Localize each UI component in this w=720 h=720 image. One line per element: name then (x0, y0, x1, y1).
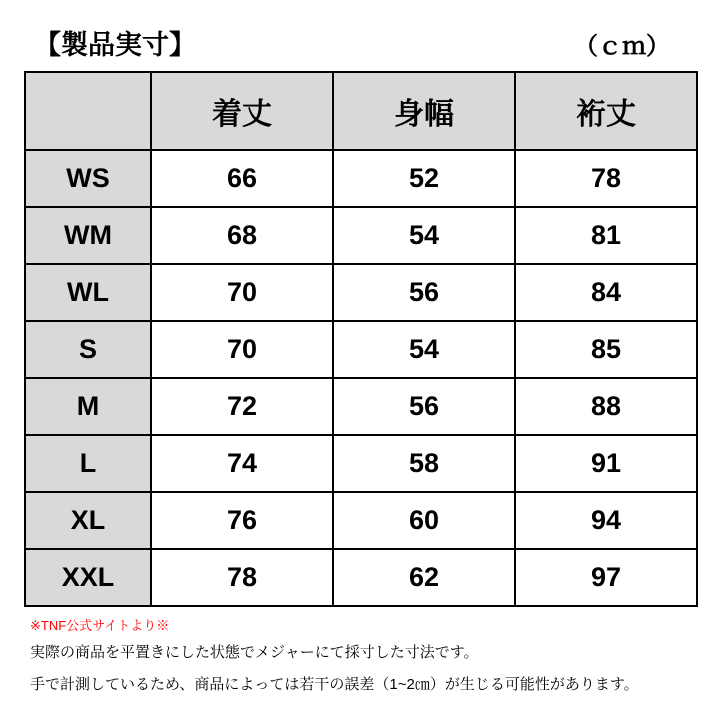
cell-kitake: 66 (151, 150, 333, 207)
cell-kitake: 78 (151, 549, 333, 606)
cell-mihaba: 62 (333, 549, 515, 606)
table-row (25, 435, 697, 492)
row-size-label: L (25, 435, 151, 492)
row-size-label: WL (25, 264, 151, 321)
table-row (25, 549, 697, 606)
cell-yukitake: 78 (515, 150, 697, 207)
cell-yukitake: 88 (515, 378, 697, 435)
cell-mihaba: 58 (333, 435, 515, 492)
row-size-label: M (25, 378, 151, 435)
table-body (25, 150, 697, 606)
cell-yukitake: 81 (515, 207, 697, 264)
column-header-yukitake: 裄丈 (515, 72, 697, 150)
cell-kitake: 72 (151, 378, 333, 435)
page-title: 【製品実寸】 (34, 30, 196, 61)
row-size-label: WS (25, 150, 151, 207)
size-measurement-table (24, 71, 698, 607)
row-size-label: S (25, 321, 151, 378)
cell-mihaba: 60 (333, 492, 515, 549)
table-row (25, 492, 697, 549)
table-header (25, 72, 697, 150)
table-row (25, 264, 697, 321)
table-row (25, 378, 697, 435)
row-size-label: XL (25, 492, 151, 549)
cell-mihaba: 56 (333, 378, 515, 435)
table-row (25, 321, 697, 378)
cell-yukitake: 91 (515, 435, 697, 492)
cell-yukitake: 97 (515, 549, 697, 606)
notes-section (24, 616, 696, 696)
table-row (25, 150, 697, 207)
note-measurement: 実際の商品を平置きにした状態でメジャーにて採寸した寸法です。 (30, 643, 479, 661)
column-header-mihaba: 身幅 (333, 72, 515, 150)
cell-kitake: 70 (151, 321, 333, 378)
cell-mihaba: 52 (333, 150, 515, 207)
row-size-label: WM (25, 207, 151, 264)
cell-mihaba: 54 (333, 207, 515, 264)
cell-kitake: 70 (151, 264, 333, 321)
cell-mihaba: 56 (333, 264, 515, 321)
cell-kitake: 76 (151, 492, 333, 549)
header (24, 26, 696, 61)
note-tolerance: 手で計測しているため、商品によっては若干の誤差（1~2㎝）が生じる可能性があります。 (30, 675, 639, 693)
cell-kitake: 74 (151, 435, 333, 492)
table-corner-cell (25, 72, 151, 150)
unit-label: （ｃｍ） (574, 33, 670, 60)
column-header-kitake: 着丈 (151, 72, 333, 150)
cell-mihaba: 54 (333, 321, 515, 378)
cell-yukitake: 94 (515, 492, 697, 549)
table-header-row (25, 72, 697, 150)
row-size-label: XXL (25, 549, 151, 606)
note-source: ※TNF公式サイトより※ (30, 618, 170, 633)
cell-yukitake: 84 (515, 264, 697, 321)
cell-yukitake: 85 (515, 321, 697, 378)
cell-kitake: 68 (151, 207, 333, 264)
table-row (25, 207, 697, 264)
